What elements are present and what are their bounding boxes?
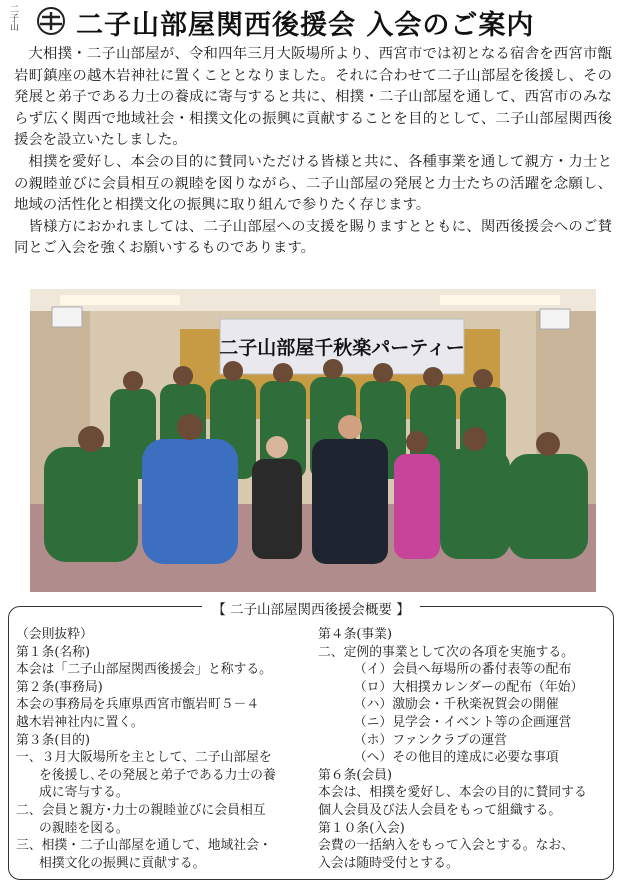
outline-line: 会費の一括納入をもって入会とする。なお、 xyxy=(318,838,574,854)
outline-line: 一、３月大阪場所を主として、二子山部屋を xyxy=(16,750,272,766)
outline-line: 二、会員と親方･力士の親睦並びに会員相互 xyxy=(16,802,266,818)
outline-title xyxy=(0,598,622,618)
outline-line: （ホ）ファンクラブの運営 xyxy=(353,732,507,748)
outline-left-column xyxy=(16,626,316,872)
outline-title-text: 【 二子山部屋関西後援会概要 】 xyxy=(202,602,420,618)
outline-line: 第３条(目的) xyxy=(16,732,90,748)
outline-line: の親睦を図る。 xyxy=(39,820,129,836)
outline-line: （イ）会員へ毎場所の番付表等の配布 xyxy=(353,662,572,678)
outline-line: 第１０条(入会) xyxy=(318,820,405,836)
page-header xyxy=(0,0,622,44)
group-photo xyxy=(30,289,596,592)
outline-line: 越木岩神社内に置く。 xyxy=(16,714,144,730)
intro-paragraph: 相撲を愛好し、本会の目的に賛同いただける皆様と共に、各種事業を通して親方・力士との親睦並びに会員相互の親睦を図りながら、二子山部屋の発展と力士たちの活躍を念願し、地域の活性化と相撲文化の振興に取り組んで参りたく存じます。 xyxy=(14,153,612,214)
outline-line: 第１条(名称) xyxy=(16,644,90,660)
outline-line: 相撲文化の振興に貢献する。 xyxy=(39,855,206,871)
outline-line: 第６条(会員) xyxy=(318,767,392,783)
logo-vertical-text: 二子山 xyxy=(8,4,18,31)
outline-line: 二、定例的事業として次の各項を実施する。 xyxy=(318,644,574,660)
page-title: 二子山部屋関西後援会 入会のご案内 xyxy=(76,10,535,41)
outline-line: （ロ）大相撲カレンダーの配布（年始） xyxy=(353,679,584,695)
outline-line: （ニ）見学会・イベント等の企画運営 xyxy=(353,714,572,730)
outline-right-column xyxy=(318,626,608,872)
outline-line: （ハ）激励会・千秋楽祝賀会の開催 xyxy=(353,697,559,713)
stable-crest-icon xyxy=(34,6,68,36)
outline-line: 三、相撲・二子山部屋を通して、地域社会・ xyxy=(16,838,272,854)
outline-line: 第４条(事業) xyxy=(318,627,392,642)
outline-line: を後援し､その発展と弟子である力士の養 xyxy=(39,767,276,783)
intro-paragraph: 大相撲・二子山部屋が、令和四年三月大阪場所より、西宮市では初となる宿舎を西宮市甑岩町鎮座の越木岩神社に置くこととなりました。それに合わせて二子山部屋を後援し、その発展と弟子である力士の養成に寄与すると共に、相撲・二子山部屋を通して、西宮市のみならず広く関西で地域社会・相撲文化の振興に貢献することを目的として、二子山部屋関西後援会を設立いたしました。 xyxy=(14,46,612,149)
outline-line: 本会は、相撲を愛好し、本会の目的に賛同する xyxy=(318,785,587,801)
outline-line: （会則抜粋） xyxy=(16,627,93,642)
outline-line: 本会は「二子山部屋関西後援会」と称する。 xyxy=(16,662,272,678)
outline-line: 入会は随時受付とする。 xyxy=(318,855,459,871)
intro-paragraph: 皆様方におかれましては、二子山部屋への支援を賜りますとともに、関西後援会へのご賛同とご入会を強くお願いするものであります。 xyxy=(14,218,612,257)
outline-line: 個人会員及び法人会員をもって組織する。 xyxy=(318,802,562,818)
outline-line: 本会の事務局を兵庫県西宮市甑岩町５－４ xyxy=(16,697,260,713)
outline-line: 成に寄与する。 xyxy=(39,785,129,801)
outline-line: 第２条(事務局) xyxy=(16,679,103,695)
outline-line: （ヘ）その他目的達成に必要な事項 xyxy=(353,750,559,766)
intro-text xyxy=(14,44,612,260)
party-banner-text: 二子山部屋千秋楽パーティー xyxy=(219,337,465,359)
